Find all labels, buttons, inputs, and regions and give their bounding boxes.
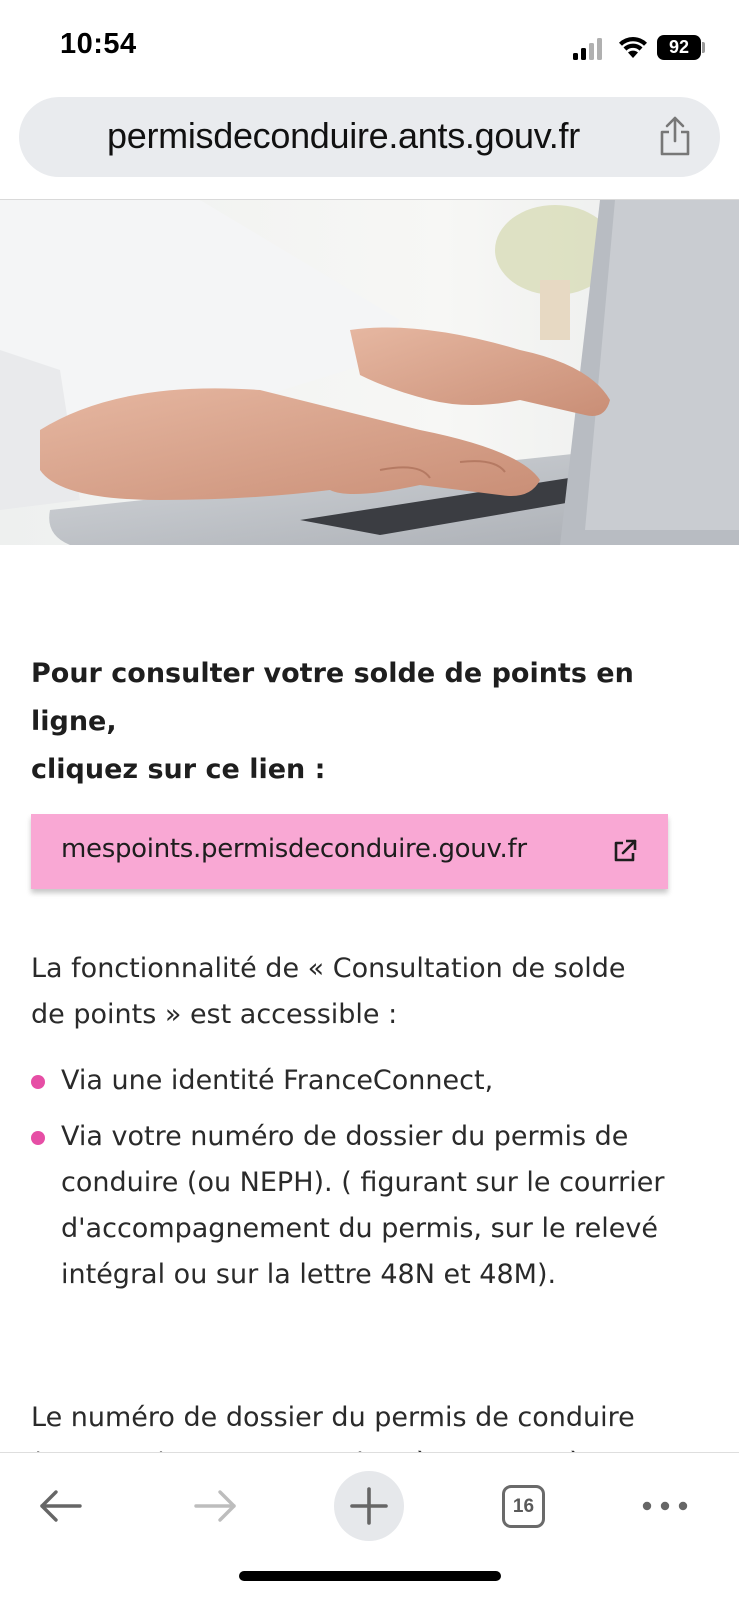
battery-icon (657, 35, 701, 60)
list-item-line: Via votre numéro de dossier du permis de (61, 1121, 629, 1152)
home-indicator[interactable] (239, 1571, 501, 1581)
signal-icon (573, 38, 605, 60)
hero-image (0, 200, 739, 545)
tabs-count: 16 (512, 1496, 535, 1517)
new-tab-button[interactable] (334, 1471, 404, 1541)
lead-line: cliquez sur ce lien : (31, 754, 326, 785)
list-item-line: conduire (ou NEPH). ( figurant sur le courrier (61, 1167, 665, 1198)
link-label[interactable]: mespoints.permisdeconduire.gouv.fr (61, 834, 527, 864)
external-link-icon (612, 838, 638, 864)
battery-cap (702, 42, 705, 53)
list-item (31, 1114, 731, 1298)
tabs-icon (502, 1485, 545, 1528)
wifi-icon (617, 34, 649, 60)
paragraph-line: Le numéro de dossier du permis de conduire (31, 1402, 635, 1433)
access-list (31, 1058, 731, 1308)
bullet-dot-icon (31, 1075, 45, 1089)
address-bar[interactable] (19, 97, 720, 177)
status-bar (0, 0, 739, 94)
status-time: 10:54 (60, 28, 137, 60)
list-item (31, 1058, 731, 1104)
mespoints-link-button[interactable] (31, 814, 668, 889)
main-content (31, 650, 721, 1433)
url-text[interactable]: permisdeconduire.ants.gouv.fr (107, 115, 580, 156)
list-item-line: Via une identité FranceConnect, (61, 1065, 494, 1096)
battery-level: 92 (668, 37, 690, 57)
plus-icon (334, 1471, 404, 1541)
more-icon[interactable] (632, 1473, 698, 1539)
access-paragraph (31, 946, 721, 1038)
back-arrow-icon[interactable] (28, 1473, 94, 1539)
lead-line: Pour consulter votre solde de points en ligne, (31, 658, 634, 737)
bullet-dot-icon (31, 1131, 45, 1145)
lead-text (31, 650, 721, 794)
share-icon[interactable] (657, 115, 693, 157)
paragraph-line: de points » est accessible : (31, 999, 398, 1030)
list-item-line: d'accompagnement du permis, sur le relevé (61, 1213, 658, 1244)
tabs-button[interactable] (490, 1473, 556, 1539)
forward-arrow-icon[interactable] (182, 1473, 248, 1539)
laptop-typing-photo (0, 200, 739, 545)
paragraph-line: La fonctionnalité de « Consultation de solde (31, 953, 626, 984)
list-item-line: intégral ou sur la lettre 48N et 48M). (61, 1259, 557, 1290)
